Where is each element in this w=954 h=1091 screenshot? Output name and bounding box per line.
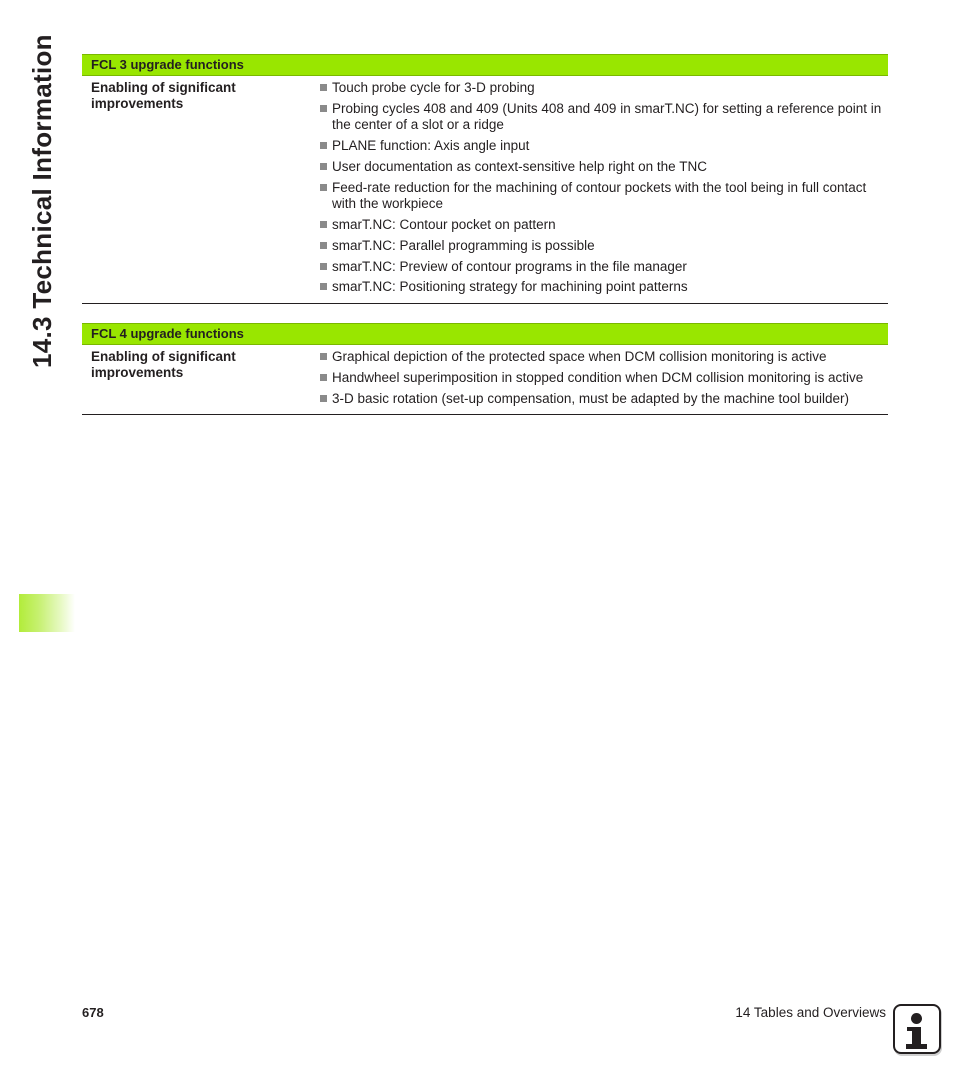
square-bullet-icon	[320, 84, 327, 91]
square-bullet-icon	[320, 142, 327, 149]
table-header: FCL 4 upgrade functions	[82, 323, 888, 345]
list-item: 3-D basic rotation (set-up compensation, must be adapted by the machine tool builder)	[318, 391, 888, 408]
feature-list	[318, 80, 888, 300]
section-title: 14.3 Technical Information	[27, 34, 57, 368]
square-bullet-icon	[320, 263, 327, 270]
list-item: Graphical depiction of the protected space when DCM collision monitoring is active	[318, 349, 888, 366]
row-label: Enabling of significant improvements	[91, 349, 236, 380]
square-bullet-icon	[320, 395, 327, 402]
square-bullet-icon	[320, 353, 327, 360]
list-item: smarT.NC: Preview of contour programs in the file manager	[318, 259, 888, 276]
list-item: PLANE function: Axis angle input	[318, 138, 888, 155]
square-bullet-icon	[320, 163, 327, 170]
page-number: 678	[82, 1005, 104, 1020]
square-bullet-icon	[320, 105, 327, 112]
list-item: smarT.NC: Parallel programming is possible	[318, 238, 888, 255]
chapter-title: 14 Tables and Overviews	[735, 1005, 886, 1020]
table-row	[82, 345, 888, 415]
square-bullet-icon	[320, 283, 327, 290]
info-icon	[893, 1004, 941, 1054]
fcl3-table	[82, 54, 888, 304]
table-header: FCL 3 upgrade functions	[82, 54, 888, 76]
row-label: Enabling of significant improvements	[91, 80, 236, 111]
square-bullet-icon	[320, 374, 327, 381]
square-bullet-icon	[320, 221, 327, 228]
list-item: smarT.NC: Contour pocket on pattern	[318, 217, 888, 234]
chapter-tab-marker	[19, 594, 75, 632]
fcl4-table	[82, 323, 888, 415]
square-bullet-icon	[320, 242, 327, 249]
list-item: Touch probe cycle for 3-D probing	[318, 80, 888, 97]
table-row	[82, 76, 888, 304]
feature-list	[318, 349, 888, 411]
list-item: Probing cycles 408 and 409 (Units 408 and 409 in smarT.NC) for setting a reference point in the center of a slot or a ridge	[318, 101, 888, 134]
square-bullet-icon	[320, 184, 327, 191]
list-item: smarT.NC: Positioning strategy for machining point patterns	[318, 279, 888, 296]
list-item: Handwheel superimposition in stopped condition when DCM collision monitoring is active	[318, 370, 888, 387]
list-item: User documentation as context-sensitive help right on the TNC	[318, 159, 888, 176]
list-item: Feed-rate reduction for the machining of contour pockets with the tool being in full contact with the workpiece	[318, 180, 888, 213]
